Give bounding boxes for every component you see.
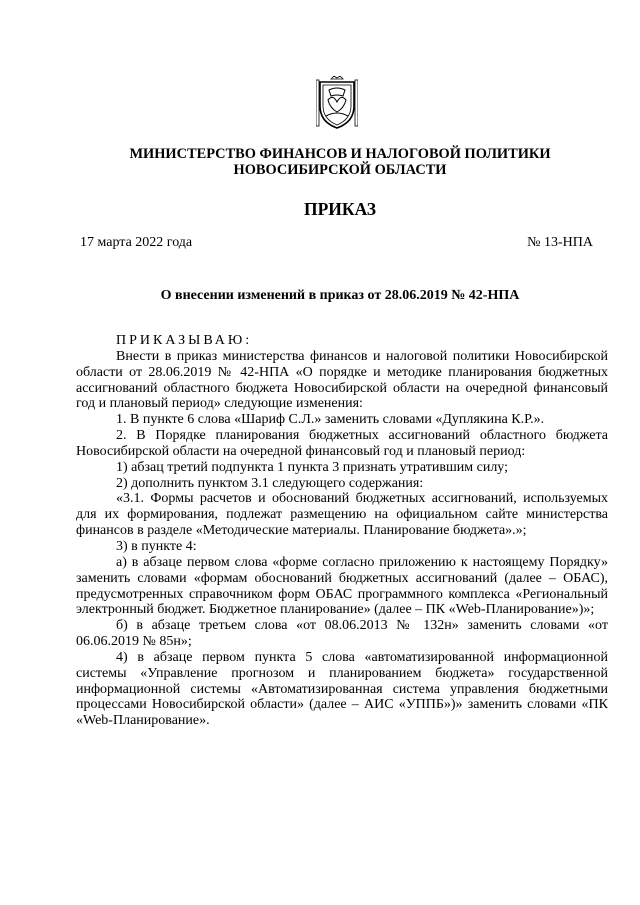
body-paragraph: а) в абзаце первом слова «форме согласно приложению к настоящему Порядку» заменить словами «формам обоснований бюджетных ассигнований (далее – ОБАС), предусмотренных справочником форм ОБАС программного комплекса «Региональный электронный бюджет. Бюджетное планирование» (далее – ПК «Web-Планирование»)»; [76, 554, 608, 618]
ministry-line-2: НОВОСИБИРСКОЙ ОБЛАСТИ [233, 162, 447, 178]
body-paragraph: 1. В пункте 6 слова «Шариф С.Л.» заменить словами «Дуплякина К.Р.». [116, 412, 545, 428]
body-paragraph: 1) абзац третий подпункта 1 пункта 3 признать утратившим силу; [116, 459, 509, 475]
document-body [76, 333, 608, 729]
document-subject: О внесении изменений в приказ от 28.06.2019 № 42-НПА [160, 288, 520, 303]
decree-heading: ПРИКАЗЫВАЮ: [116, 333, 253, 348]
body-paragraph: Внести в приказ министерства финансов и налоговой политики Новосибирской области от 28.06.2019 № 42-НПА «О порядке и методике планирования бюджетных ассигнований областного бюджета Новосибирской области на очередной финансовый год и плановый период» следующие изменения: [76, 348, 608, 412]
ministry-line-1: МИНИСТЕРСТВО ФИНАНСОВ И НАЛОГОВОЙ ПОЛИТИКИ [129, 146, 551, 162]
body-paragraph: 2) дополнить пунктом 3.1 следующего содержания: [116, 475, 424, 491]
body-paragraph: 3) в пункте 4: [116, 538, 197, 554]
coat-of-arms-icon [316, 76, 358, 130]
body-paragraph: 4) в абзаце первом пункта 5 слова «автоматизированной информационной системы «Управление прогнозом и планированием бюджета» государственной информационной системы «Автоматизированная система управления бюджетными процессами Новосибирской области» (далее – АИС «УППБ»)» заменить словами «ПК «Web-Планирование». [76, 649, 608, 729]
body-paragraph: б) в абзаце третьем слова «от 08.06.2013 № 132н» заменить словами «от 06.06.2019 № 85н»; [76, 618, 608, 650]
document-type-title: ПРИКАЗ [303, 199, 377, 219]
body-paragraph: «3.1. Формы расчетов и обоснований бюджетных ассигнований, используемых для их формирования, подлежат размещению на официальном сайте министерства финансов в разделе «Методические материалы. Планирование бюджета».»; [76, 491, 608, 539]
document-number: № 13-НПА [527, 235, 593, 250]
document-date: 17 марта 2022 года [80, 235, 193, 250]
body-paragraph: 2. В Порядке планирования бюджетных ассигнований областного бюджета Новосибирской области на очередной финансовый год и плановый период: [76, 428, 608, 459]
ministry-name [60, 146, 620, 178]
